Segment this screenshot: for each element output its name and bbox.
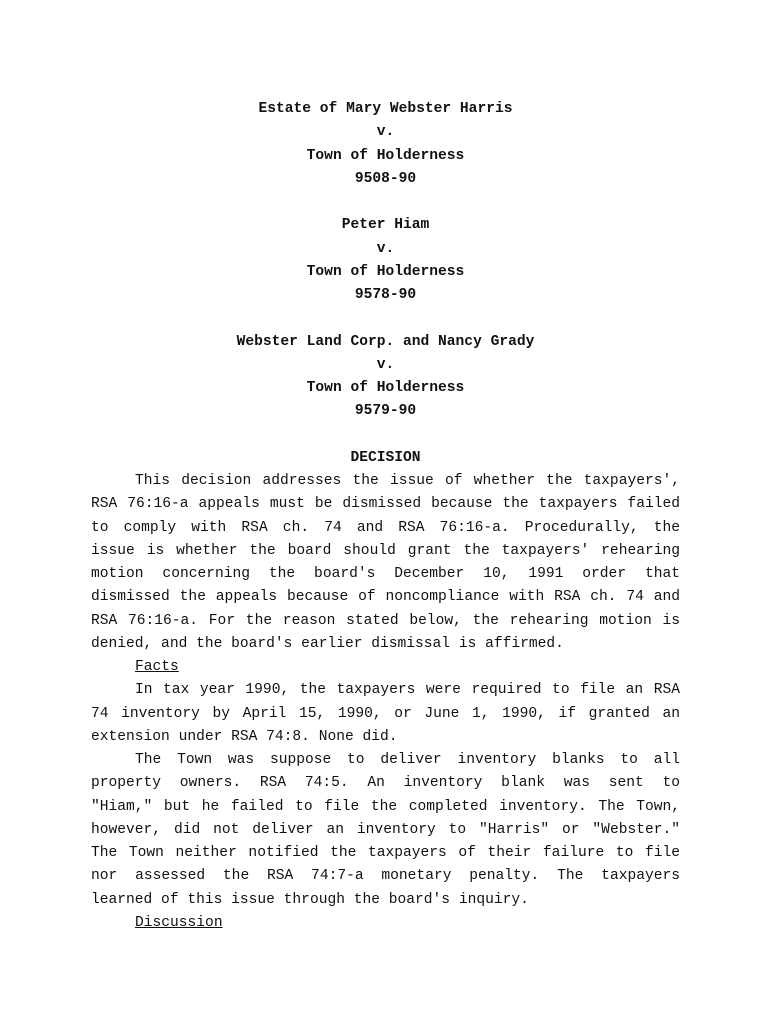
- paragraph-line: learned of this issue through the board's inquiry.: [91, 891, 529, 908]
- paragraph-line: 74 inventory by April 15, 1990, or June 1, 1990, if granted an: [91, 705, 680, 722]
- paragraph-line: to comply with RSA ch. 74 and RSA 76:16-a. Procedurally, the: [91, 519, 680, 536]
- paragraph-line: extension under RSA 74:8. None did.: [91, 728, 398, 745]
- paragraph-line: however, did not deliver an inventory to "Harris" or "Webster.": [91, 821, 680, 838]
- versus-label: v.: [376, 124, 395, 141]
- paragraph-line: motion concerning the board's December 10, 1991 order that: [91, 566, 680, 582]
- docket-number: 9579-90: [354, 403, 417, 420]
- paragraph-line: nor assessed the RSA 74:7-a monetary penalty. The taxpayers: [91, 868, 680, 885]
- docket-number: 9508-90: [354, 170, 417, 187]
- case-party-1: Estate of Mary Webster Harris: [258, 101, 513, 117]
- facts-heading: Facts: [135, 659, 179, 675]
- case-caption-3: [91, 331, 680, 424]
- spacer: [91, 307, 680, 330]
- paragraph-line: RSA 76:16-a. For the reason stated below, the rehearing motion is: [91, 612, 680, 629]
- paragraph-line: This decision addresses the issue of whether the taxpayers',: [135, 473, 680, 489]
- paragraph-line: In tax year 1990, the taxpayers were required to file an RSA: [135, 682, 680, 699]
- case-caption-2: [91, 214, 680, 307]
- document-page: [91, 98, 680, 935]
- paragraph-line: RSA 76:16-a appeals must be dismissed because the taxpayers failed: [91, 496, 680, 513]
- discussion-heading: Discussion: [135, 914, 223, 931]
- spacer: [91, 424, 680, 447]
- paragraph-facts-2: [91, 749, 680, 912]
- paragraph-intro: [91, 470, 680, 656]
- versus-label: v.: [376, 240, 395, 257]
- case-party-1: Webster Land Corp. and Nancy Grady: [236, 333, 535, 350]
- case-caption-1: [91, 98, 680, 191]
- spacer: [91, 191, 680, 214]
- decision-title: DECISION: [350, 449, 421, 466]
- paragraph-line: issue is whether the board should grant the taxpayers' rehearing: [91, 542, 680, 559]
- paragraph-line: "Hiam," but he failed to file the completed inventory. The Town,: [91, 798, 680, 815]
- paragraph-facts-1: [91, 679, 680, 749]
- paragraph-line: The Town neither notified the taxpayers of their failure to file: [91, 845, 680, 861]
- case-party-1: Peter Hiam: [341, 217, 430, 234]
- case-party-2: Town of Holderness: [306, 147, 465, 164]
- paragraph-line: dismissed the appeals because of noncompliance with RSA ch. 74 and: [91, 589, 680, 606]
- paragraph-line: denied, and the board's earlier dismissal is affirmed.: [91, 635, 564, 652]
- case-party-2: Town of Holderness: [306, 380, 465, 396]
- docket-number: 9578-90: [354, 287, 417, 303]
- case-party-2: Town of Holderness: [306, 263, 465, 280]
- versus-label: v.: [376, 356, 395, 373]
- paragraph-line: property owners. RSA 74:5. An inventory blank was sent to: [91, 775, 680, 792]
- paragraph-line: The Town was suppose to deliver inventory blanks to all: [135, 752, 680, 768]
